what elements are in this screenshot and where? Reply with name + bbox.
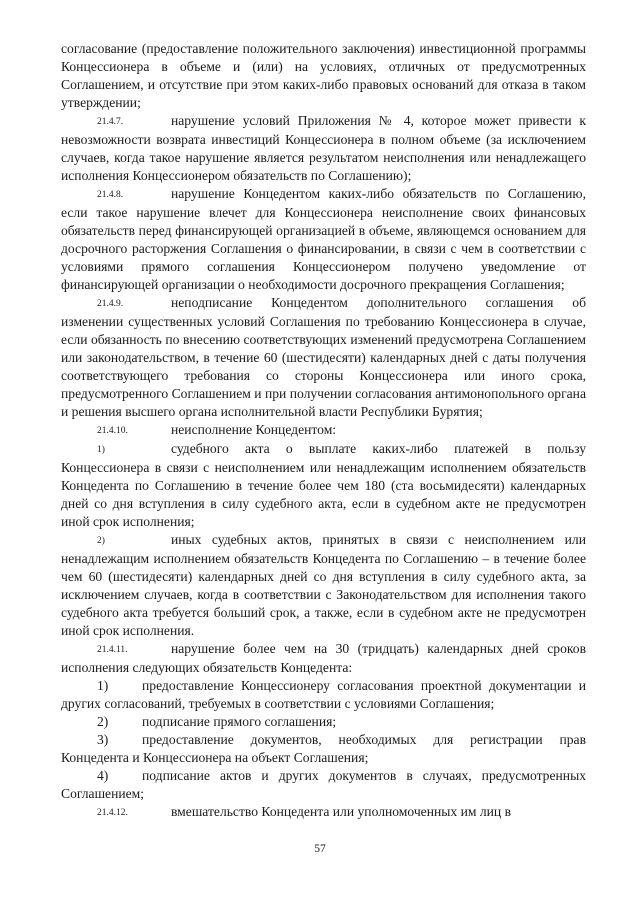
subclause-21-4-11-2: 2) подписание прямого соглашения; — [97, 714, 337, 729]
clause-21-4-8: 21.4.8. нарушение Концедентом каких-либо обязательств по Соглашению, если такое нарушение влечет для Концессионера неисполнение своих финансовых обязательств перед финансирующей организацией в объеме, являющемся основанием для досрочного расторжения Соглашения о финансировании, в связи с чем в соответствии с условиями прямого соглашения Концессионером получено уведомление от финансирующей организации о необходимости досрочного прекращения Соглашения; — [61, 186, 586, 292]
clause-21-4-12: 21.4.12. вмешательство Концедента или уполномоченных им лиц в — [61, 803, 586, 822]
subclause-21-4-11-3: 3) предоставление документов, необходимых для регистрации прав Концедента и Концессионера на объект Соглашения; — [61, 732, 586, 765]
clause-21-4-9: 21.4.9. неподписание Концедентом дополнительного соглашения об изменении существенных условий Соглашения по требованию Концессионера в случае, если обязанность по внесению соответствующих изменений предусмотрена Соглашением или законодательством, в течение 60 (шестидесяти) календарных дней с даты получения соответствующего требования со стороны Концессионера или иного срока, предусмотренного Соглашением и при получении согласования антимонопольного органа и решения высшего органа исполнительной власти Республики Бурятия; — [61, 295, 586, 419]
subclause-number: 1) — [97, 445, 105, 455]
subclause-number: 4) — [97, 768, 109, 783]
clause-number: 21.4.7. — [97, 117, 124, 127]
subclause-number: 3) — [97, 732, 109, 747]
subclause-21-4-11-4: 4) подписание актов и других документов в случаях, предусмотренных Соглашением; — [61, 768, 586, 801]
clause-number: 21.4.12. — [97, 808, 128, 818]
document-page — [61, 40, 586, 822]
subclause-number: 2) — [97, 536, 105, 546]
clause-21-4-11: 21.4.11. нарушение более чем на 30 (тридцать) календарных дней сроков исполнения следующих обязательств Концедента: — [61, 641, 586, 675]
clause-number: 21.4.11. — [97, 645, 128, 655]
subclause-number: 1) — [97, 678, 109, 693]
subclause-number: 2) — [97, 714, 109, 729]
clause-number: 21.4.10. — [97, 426, 128, 436]
subclause-21-4-11-1: 1) предоставление Концессионеру согласования проектной документации и других согласований, требуемых в соответствии с условиями Соглашения; — [61, 678, 586, 711]
subclause-21-4-10-1: 1) судебного акта о выплате каких-либо платежей в пользу Концессионера в связи с неисполнением или ненадлежащим исполнением обязательств Концедента по Соглашению в течение более чем 180 (ста восьмидесяти) календарных дней со дня вступления в силу судебного акта, если в судебном акте не предусмотрен иной срок исполнения; — [61, 441, 586, 529]
clause-21-4-7: 21.4.7. нарушение условий Приложения № 4, которое может привести к невозможности возврата инвестиций Концессионера в полном объеме (за исключением случаев, когда такое нарушение является результатом неисполнения или ненадлежащего исполнения Концессионером обязательств по Соглашению); — [61, 113, 586, 183]
paragraph-approval-continuation: согласование (предоставление положительного заключения) инвестиционной программы Концессионера в объеме и (или) на условиях, отличных от предусмотренных Соглашением, и отсутствие при этом каких-либо правовых оснований для отказа в таком утверждении; — [61, 41, 586, 110]
clause-21-4-10: 21.4.10. неисполнение Концедентом: — [61, 421, 586, 440]
clause-number: 21.4.8. — [97, 190, 124, 200]
page-number: 57 — [314, 843, 326, 855]
subclause-21-4-10-2: 2) иных судебных актов, принятых в связи с неисполнением или ненадлежащим исполнением обязательств Концедента по Соглашению – в течение более чем 60 (шестидесяти) календарных дней со дня вступления в силу судебного акта, за исключением случаев, когда в соответствии с Законодательством для исполнения такого судебного акта требуется больший срок, а также, если в судебном акте не предусмотрен иной срок исполнения. — [61, 532, 586, 638]
clause-number: 21.4.9. — [97, 299, 124, 309]
